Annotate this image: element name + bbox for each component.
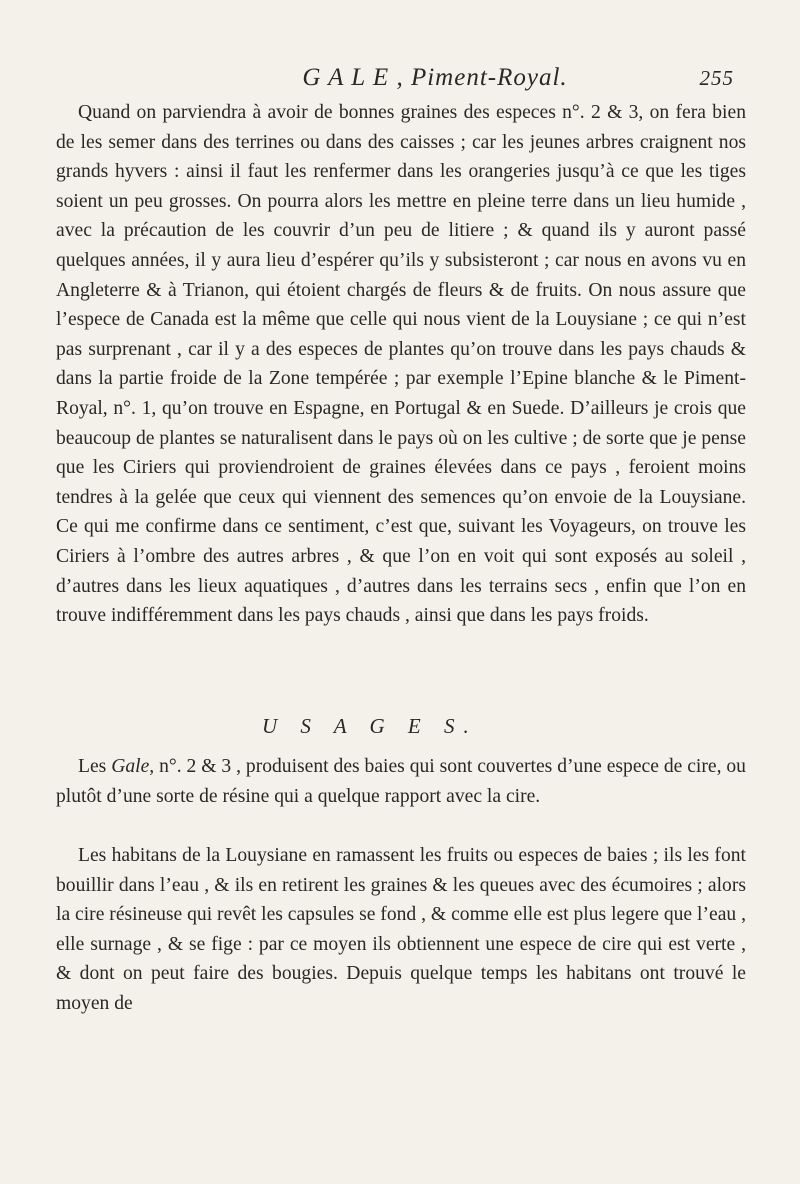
paragraph-wax-process bbox=[56, 841, 746, 1019]
running-head bbox=[60, 64, 740, 100]
paragraph-text bbox=[56, 752, 746, 811]
running-title: G A L E , Piment-Royal. bbox=[302, 64, 568, 91]
paragraph-text: Quand on parviendra à avoir de bonnes graines des especes n°. 2 & 3, on fera bien de les semer dans des terrines ou dans des caisses ; car les jeunes arbres craignent nos grands hyvers : ainsi il faut les renfermer dans les orangeries jusqu’à ce que les tiges soient un peu grosses. On pourra alors les mettre en pleine terre dans un lieu humide , avec la précaution de les couvrir d’un peu de litiere ; & quand ils y auront passé quelques années, il y aura lieu d’espérer qu’ils y subsisteront ; car nous en avons vu en Angleterre & à Trianon, qui étoient chargés de fleurs & de fruits. On nous assure que l’espece de Canada est la même que celle qui nous vient de la Louysiane ; ce qui n’est pas surprenant , car il y a des especes de plantes qu’on trouve dans les pays chauds & dans la partie froide de la Zone tempérée ; par exemple l’Epine blanche & le Piment-Royal, n°. 1, qu’on trouve en Espagne, en Portugal & en Suede. D’ailleurs je crois que beaucoup de plantes se naturalisent dans le pays où on les cultive ; de sorte que je pense que les Ciriers qui proviendroient de graines élevées dans ce pays , feroient moins tendres à la gelée que ceux qui viennent des semences qu’on envoie de la Louysiane. Ce qui me confirme dans ce sentiment, c’est que, suivant les Voyageurs, on trouve les Ciriers à l’ombre des autres arbres , & que l’on en voit qui sont exposés au soleil , d’autres dans les lieux aquatiques , d’autres dans les terrains secs , enfin que l’on en trouve indifféremment dans les pays chauds , ainsi que dans les pays froids. bbox=[56, 102, 746, 627]
page-number: 255 bbox=[699, 66, 734, 90]
paragraph-lead: Les bbox=[78, 756, 112, 777]
paragraph-text: Les habitans de la Louysiane en ramassent les fruits ou especes de baies ; ils les font bouillir dans l’eau , & ils en retirent les graines & les queues avec des écumoires ; alors la cire résineuse qui revêt les capsules se fond , & comme elle est plus legere que l’eau , elle surnage , & se fige : par ce moyen ils obtiennent une espece de cire qui est verte , & dont on peut faire des bougies. Depuis quelque temps les habitans ont trouvé le moyen de bbox=[56, 845, 746, 1014]
paragraph-rest: n°. 2 & 3 , produisent des baies qui sont couvertes d’une espece de cire, ou plutôt d’une sorte de résine qui a quelque rapport avec la cire. bbox=[56, 756, 746, 807]
italic-term: Gale, bbox=[111, 756, 155, 777]
paragraph-usages bbox=[56, 752, 746, 811]
section-title: U S A G E S. bbox=[262, 714, 478, 738]
paragraph-cultivation bbox=[56, 98, 746, 631]
